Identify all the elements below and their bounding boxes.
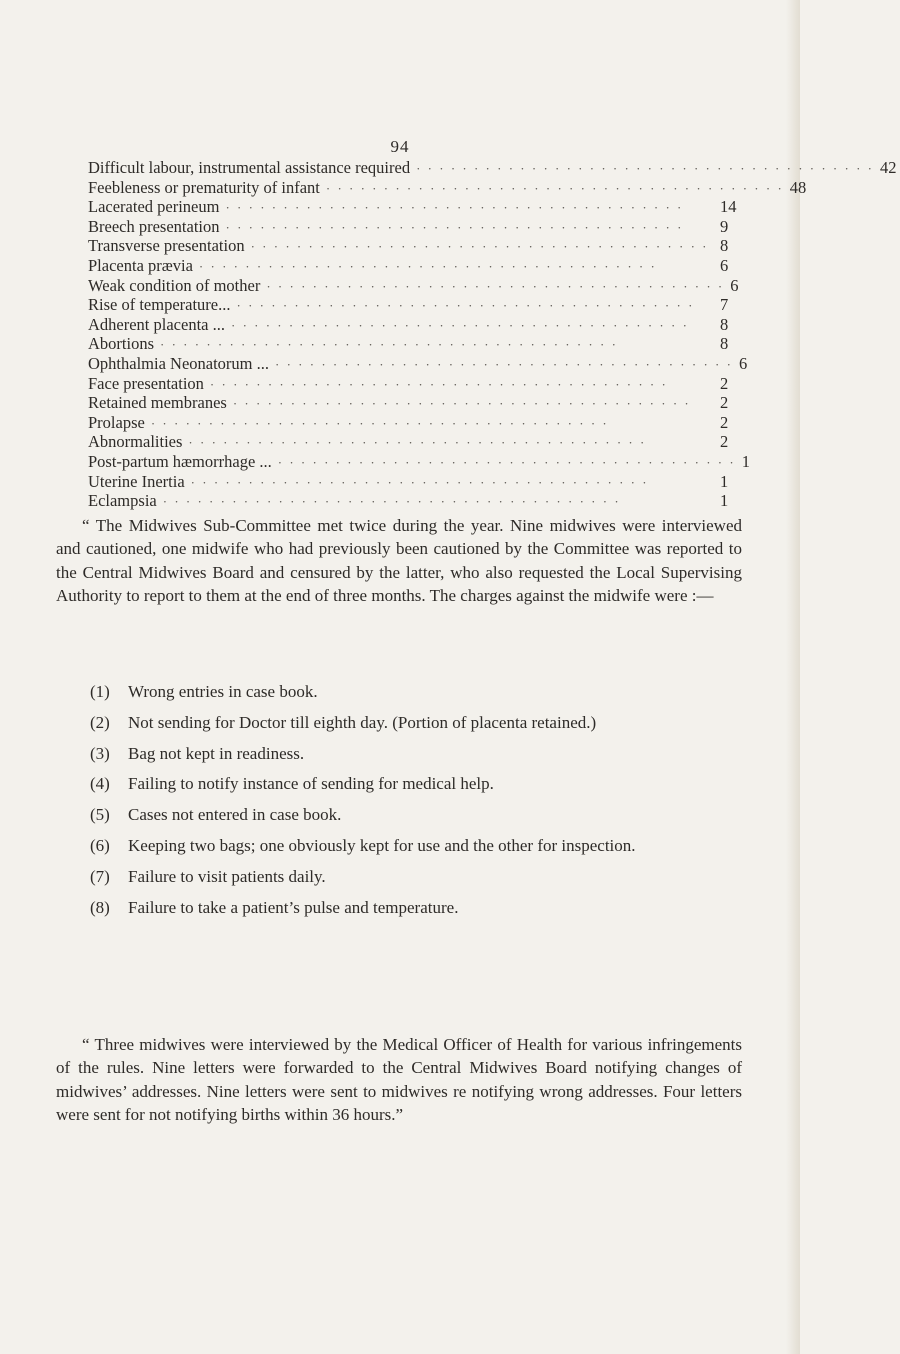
- cause-label: Difficult labour, instrumental assistance required: [88, 158, 411, 177]
- leader-dots: · · · · · · · · · · · · · · · · · · · · · · · · · · · · · · · · · · · · · · · ·: [275, 356, 733, 372]
- charge-item: [90, 865, 742, 888]
- cause-label: Breech presentation: [88, 216, 220, 236]
- charge-number: (5): [90, 805, 110, 825]
- paragraph-subcommittee: “ The Midwives Sub-Committee met twice during the year. Nine midwives were interviewed and cautioned, one midwife who had previously been cautioned by the Committee was reported to the Central Midwives Board and censured by the latter, who also requested the Local Supervising Authority to report to them at the end of three months. The charges against the midwife were :—: [56, 516, 742, 606]
- cause-row: [88, 236, 740, 256]
- charge-item: [90, 742, 742, 765]
- charge-number: (4): [90, 774, 110, 794]
- leader-dots: · · · · · · · · · · · · · · · · · · · · · · · · · · · · · · · · · · · · · · · ·: [277, 454, 736, 470]
- causes-list: [88, 158, 897, 511]
- cause-label: Retained membranes: [88, 393, 227, 413]
- leader-dots: · · · · · · · · · · · · · · · · · · · · · · · · · · · · · · · · · · · · · · · ·: [225, 219, 684, 235]
- cause-count: 48: [789, 177, 807, 197]
- cause-count: 6: [738, 353, 748, 373]
- charge-text: Failure to visit patients daily.: [128, 866, 326, 886]
- leader-dots: · · · · · · · · · · · · · · · · · · · · · · · · · · · · · · · · · · · · · · · ·: [160, 337, 618, 353]
- cause-label: Uterine Inertia: [88, 471, 185, 491]
- charge-text: Cases not entered in case book.: [128, 805, 342, 825]
- cause-count: 1: [720, 491, 729, 511]
- leader-dots: · · · · · · · · · · · · · · · · · · · · · · · · · · · · · · · · · · · · · · · ·: [236, 298, 695, 314]
- charge-item: [90, 711, 742, 734]
- leader-dots: · · · · · · · · · · · · · · · · · · · · · · · · · · · · · · · · · · · · · · · ·: [250, 239, 709, 255]
- cause-row: [88, 393, 740, 413]
- charges-list: [90, 680, 742, 926]
- cause-count: 8: [720, 334, 729, 354]
- leader-dots: · · · · · · · · · · · · · · · · · · · · · · · · · · · · · · · · · · · · · · · ·: [188, 435, 647, 451]
- leader-dots: · · · · · · · · · · · · · · · · · · · · · · · · · · · · · · · · · · · · · · · ·: [209, 376, 668, 392]
- cause-label: Transverse presentation: [88, 236, 245, 256]
- cause-label: Rise of temperature...: [88, 295, 231, 315]
- cause-row: [88, 315, 740, 335]
- cause-row: [88, 353, 748, 374]
- cause-row: [88, 217, 740, 237]
- leader-dots: · · · · · · · · · · · · · · · · · · · · · · · · · · · · · · · · · · · · · · · ·: [325, 180, 784, 196]
- cause-count: 2: [720, 373, 729, 393]
- cause-label: Eclampsia: [88, 491, 157, 511]
- cause-row: [88, 374, 740, 394]
- leader-dots: · · · · · · · · · · · · · · · · · · · · · · · · · · · · · · · · · · · · · · · ·: [190, 474, 649, 490]
- cause-count: 9: [720, 216, 729, 236]
- cause-label: Adherent placenta ...: [88, 314, 225, 334]
- charge-number: (3): [90, 743, 110, 763]
- cause-label: Ophthalmia Neonatorum ...: [88, 353, 270, 373]
- leader-dots: · · · · · · · · · · · · · · · · · · · · · · · · · · · · · · · · · · · · · · · ·: [150, 415, 609, 431]
- leader-dots: · · · · · · · · · · · · · · · · · · · · · · · · · · · · · · · · · · · · · · · ·: [416, 161, 874, 176]
- cause-count: 7: [720, 295, 729, 315]
- cause-count: 1: [720, 471, 729, 491]
- charge-number: (6): [90, 835, 110, 855]
- paragraph-medical-officer: “ Three midwives were interviewed by the Medical Officer of Health for various infringements of the rules. Nine letters were forwarded to the Central Midwives Board notifying changes of midwives’ addresses. Nine letters were sent to midwives re notifying wrong addresses. Four letters were sent for not notifying births within 36 hours.”: [56, 1035, 742, 1125]
- cause-row: [88, 197, 740, 217]
- leader-dots: · · · · · · · · · · · · · · · · · · · · · · · · · · · · · · · · · · · · · · · ·: [162, 494, 621, 510]
- charge-number: (8): [90, 897, 110, 917]
- cause-row: [88, 158, 897, 178]
- cause-label: Feebleness or prematurity of infant: [88, 177, 320, 197]
- cause-label: Placenta prævia: [88, 255, 193, 275]
- cause-count: 8: [720, 236, 729, 256]
- cause-row: [88, 413, 740, 433]
- charge-item: [90, 803, 742, 826]
- cause-count: 6: [720, 255, 729, 275]
- cause-row: [88, 177, 807, 198]
- leader-dots: · · · · · · · · · · · · · · · · · · · · · · · · · · · · · · · · · · · · · · · ·: [198, 258, 657, 274]
- cause-label: Prolapse: [88, 412, 145, 432]
- cause-label: Post-partum hæmorrhage ...: [88, 451, 272, 471]
- leader-dots: · · · · · · · · · · · · · · · · · · · · · · · · · · · · · · · · · · · · · · · ·: [225, 200, 684, 216]
- cause-row: [88, 432, 740, 452]
- leader-dots: · · · · · · · · · · · · · · · · · · · · · · · · · · · · · · · · · · · · · · · ·: [230, 317, 689, 333]
- cause-count: 2: [720, 412, 729, 432]
- leader-dots: · · · · · · · · · · · · · · · · · · · · · · · · · · · · · · · · · · · · · · · ·: [232, 396, 691, 412]
- cause-count: 14: [720, 197, 737, 217]
- charge-item: [90, 896, 742, 919]
- cause-count: 1: [741, 451, 750, 471]
- cause-row: [88, 295, 740, 315]
- charge-text: Wrong entries in case book.: [128, 682, 318, 701]
- charge-text: Not sending for Doctor till eighth day. (Portion of placenta retained.): [128, 712, 597, 732]
- cause-label: Weak condition of mother: [88, 275, 261, 295]
- charge-text: Keeping two bags; one obviously kept for use and the other for inspection.: [128, 835, 636, 855]
- leader-dots: · · · · · · · · · · · · · · · · · · · · · · · · · · · · · · · · · · · · · · · ·: [266, 278, 725, 294]
- charge-text: Bag not kept in readiness.: [128, 743, 305, 763]
- cause-count: 2: [720, 393, 729, 413]
- cause-row: [88, 334, 740, 354]
- cause-row: [88, 451, 750, 472]
- charge-item: [90, 772, 742, 795]
- page-number: 94: [390, 137, 410, 156]
- charge-item: [90, 680, 742, 703]
- cause-count: 2: [720, 432, 729, 452]
- cause-count: 42: [880, 158, 897, 177]
- page-edge-shadow: [786, 0, 800, 1354]
- cause-count: 6: [730, 275, 739, 295]
- cause-label: Face presentation: [88, 373, 204, 393]
- cause-row: [88, 276, 740, 296]
- cause-label: Abnormalities: [88, 432, 183, 452]
- charge-text: Failure to take a patient’s pulse and temperature.: [128, 897, 459, 917]
- cause-row: [88, 472, 740, 492]
- charge-item: [90, 834, 742, 857]
- charge-number: (1): [90, 682, 110, 701]
- charge-number: (7): [90, 866, 110, 886]
- cause-label: Lacerated perineum: [88, 197, 220, 217]
- charge-text: Failing to notify instance of sending for medical help.: [128, 774, 494, 794]
- cause-count: 8: [720, 314, 729, 334]
- cause-row: [88, 491, 740, 511]
- cause-row: [88, 256, 740, 276]
- cause-label: Abortions: [88, 334, 154, 354]
- charge-number: (2): [90, 712, 110, 732]
